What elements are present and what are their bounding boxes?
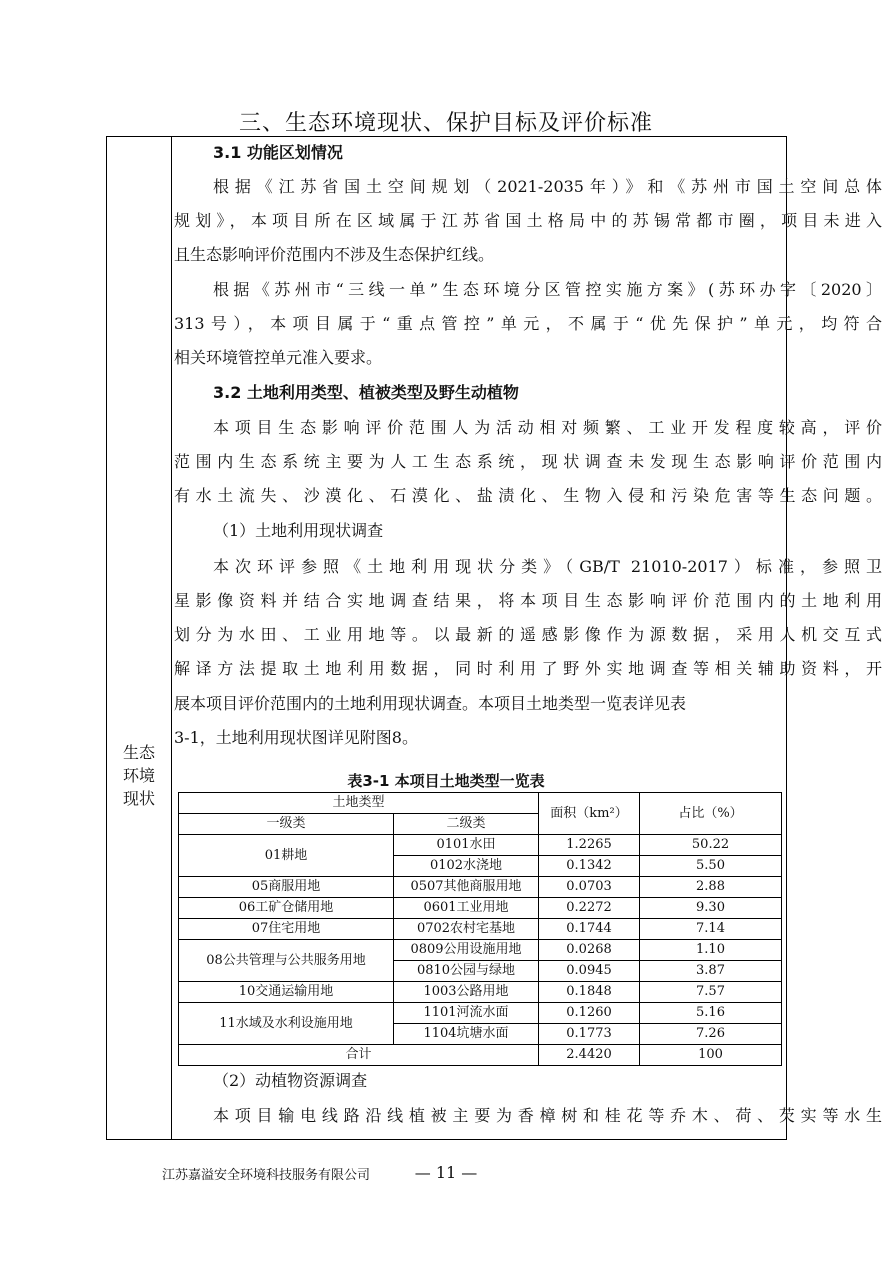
paragraph-line: 划分为水田、工业用地等。以最新的遥感影像作为源数据，采用人机交互式 xyxy=(174,625,882,644)
cell-ratio: 1.10 xyxy=(640,940,782,961)
paragraph-line: 根据《苏州市“三线一单”生态环境分区管控实施方案》(苏环办字〔2020〕 xyxy=(213,280,882,299)
cell-area: 0.1342 xyxy=(539,856,640,877)
table-row xyxy=(179,940,782,961)
cell-level2: 0102水浇地 xyxy=(394,856,539,877)
table-row xyxy=(179,898,782,919)
subsection-heading: 3.1 功能区划情况 xyxy=(213,143,343,162)
paragraph-line: 有水土流失、沙漠化、石漠化、盐渍化、生物入侵和污染危害等生态问题。 xyxy=(174,486,882,505)
cell-area: 0.0945 xyxy=(539,961,640,982)
total-ratio: 100 xyxy=(640,1045,782,1066)
cell-ratio: 3.87 xyxy=(640,961,782,982)
cell-area: 0.0268 xyxy=(539,940,640,961)
column-divider xyxy=(171,137,172,1139)
cell-level2: 0702农村宅基地 xyxy=(394,919,539,940)
land-type-table xyxy=(178,792,782,1066)
cell-level1: 05商服用地 xyxy=(179,877,394,898)
cell-level2: 0810公园与绿地 xyxy=(394,961,539,982)
cell-level1: 07住宅用地 xyxy=(179,919,394,940)
cell-area: 1.2265 xyxy=(539,835,640,856)
cell-ratio: 2.88 xyxy=(640,877,782,898)
paragraph-line: 展本项目评价范围内的土地利用现状调查。本项目土地类型一览表详见表 xyxy=(174,694,687,713)
cell-level1: 10交通运输用地 xyxy=(179,982,394,1003)
paragraph-line: 相关环境管控单元准入要求。 xyxy=(174,348,383,367)
paragraph-line: 规划》，本项目所在区域属于江苏省国土格局中的苏锡常都市圈，项目未进入 xyxy=(174,211,882,230)
subsection-heading: 3.2 土地利用类型、植被类型及野生动植物 xyxy=(213,383,519,402)
paragraph-line: 本项目输电线路沿线植被主要为香樟树和桂花等乔木、荷、芡实等水生 xyxy=(213,1106,882,1125)
table-total-row xyxy=(179,1045,782,1066)
cell-ratio: 50.22 xyxy=(640,835,782,856)
footer-company: 江苏嘉溢安全环境科技服务有限公司 xyxy=(162,1168,371,1183)
table-row xyxy=(179,835,782,856)
cell-level2: 1101河流水面 xyxy=(394,1003,539,1024)
paragraph-line: 解译方法提取土地利用数据，同时利用了野外实地调查等相关辅助资料，开 xyxy=(174,659,882,678)
section-title: 三、生态环境现状、保护目标及评价标准 xyxy=(238,111,653,136)
paragraph-line: 范围内生态系统主要为人工生态系统，现状调查未发现生态影响评价范围内 xyxy=(174,452,882,471)
header-level2: 二级类 xyxy=(394,814,539,835)
table-row xyxy=(179,982,782,1003)
cell-ratio: 9.30 xyxy=(640,898,782,919)
cell-level2: 1003公路用地 xyxy=(394,982,539,1003)
paragraph-line: 且生态影响评价范围内不涉及生态保护红线。 xyxy=(174,245,495,264)
side-label-line: 现状 xyxy=(122,789,155,808)
cell-level2: 0809公用设施用地 xyxy=(394,940,539,961)
table-caption: 表3-1 本项目土地类型一览表 xyxy=(347,772,545,790)
paragraph-line: 星影像资料并结合实地调查结果，将本项目生态影响评价范围内的土地利用 xyxy=(174,591,882,610)
total-label: 合计 xyxy=(179,1045,539,1066)
cell-level2: 0601工业用地 xyxy=(394,898,539,919)
cell-level1: 01耕地 xyxy=(179,835,394,877)
table-row xyxy=(179,1003,782,1024)
header-ratio: 占比（%） xyxy=(640,793,782,835)
side-label-line: 环境 xyxy=(122,766,155,785)
cell-ratio: 7.14 xyxy=(640,919,782,940)
cell-ratio: 5.16 xyxy=(640,1003,782,1024)
paragraph-line: （2）动植物资源调查 xyxy=(213,1071,368,1090)
cell-level1: 11水域及水利设施用地 xyxy=(179,1003,394,1045)
table-row xyxy=(179,877,782,898)
paragraph-line: 根据《江苏省国土空间规划（2021-2035年）》和《苏州市国土空间总体 xyxy=(213,177,882,196)
paragraph-line: 3-1，土地利用现状图详见附图8。 xyxy=(174,728,418,747)
cell-ratio: 7.57 xyxy=(640,982,782,1003)
cell-area: 0.0703 xyxy=(539,877,640,898)
page-number: — 11 — xyxy=(414,1163,478,1182)
paragraph-line: 313号），本项目属于“重点管控”单元，不属于“优先保护”单元，均符合 xyxy=(174,314,882,333)
cell-level2: 1104坑塘水面 xyxy=(394,1024,539,1045)
paragraph-line: 本项目生态影响评价范围人为活动相对频繁、工业开发程度较高，评价 xyxy=(213,418,882,437)
cell-area: 0.2272 xyxy=(539,898,640,919)
cell-area: 0.1744 xyxy=(539,919,640,940)
cell-ratio: 7.26 xyxy=(640,1024,782,1045)
cell-ratio: 5.50 xyxy=(640,856,782,877)
side-label-line: 生态 xyxy=(122,743,155,762)
cell-area: 0.1848 xyxy=(539,982,640,1003)
cell-level2: 0507其他商服用地 xyxy=(394,877,539,898)
paragraph-line: （1）土地利用现状调查 xyxy=(213,521,384,540)
header-level1: 一级类 xyxy=(179,814,394,835)
cell-level1: 08公共管理与公共服务用地 xyxy=(179,940,394,982)
cell-level1: 06工矿仓储用地 xyxy=(179,898,394,919)
cell-area: 0.1260 xyxy=(539,1003,640,1024)
header-area: 面积（km²） xyxy=(539,793,640,835)
cell-area: 0.1773 xyxy=(539,1024,640,1045)
paragraph-line: 本次环评参照《土地利用现状分类》（GB/T 21010-2017）标准，参照卫 xyxy=(213,557,882,576)
header-land-type: 土地类型 xyxy=(179,793,539,814)
table-row xyxy=(179,919,782,940)
total-area: 2.4420 xyxy=(539,1045,640,1066)
cell-level2: 0101水田 xyxy=(394,835,539,856)
